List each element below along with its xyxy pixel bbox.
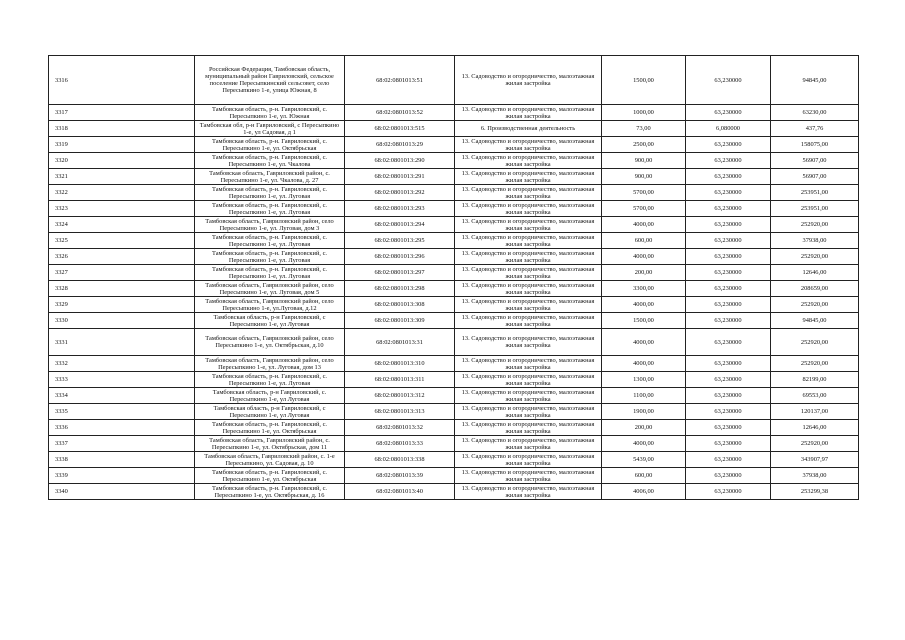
- cadastral-cost-cell: 253951,00: [771, 201, 859, 217]
- address-cell: Российская Федерация, Тамбовская область, муниципальный район Гавриловский, сельское поселение Пересыпкинский сельсовет, село Пересыпкино 1-е, улица Южная, 8: [195, 56, 345, 105]
- area-cell: 4000,00: [602, 297, 686, 313]
- address-cell: Тамбовская область, р-н. Гавриловский, с. Пересыпкино 1-е, ул. Луговая: [195, 185, 345, 201]
- address-cell: Тамбовская область, р-н Гавриловский, с. Пересыпкино 1-е, ул Луговая: [195, 388, 345, 404]
- row-number-cell: 3322: [49, 185, 195, 201]
- area-cell: 4000,00: [602, 356, 686, 372]
- cadastral-cost-cell: 94845,00: [771, 56, 859, 105]
- land-registry-table: [48, 55, 858, 500]
- rate-cell: 63,230000: [686, 153, 771, 169]
- table-row: [49, 372, 859, 388]
- cadastral-number-cell: 68:02:0801013:515: [345, 121, 455, 137]
- land-use-cell: 13. Садоводство и огородничество, малоэтажная жилая застройка: [455, 153, 602, 169]
- cadastral-number-cell: 68:02:0801013:40: [345, 484, 455, 500]
- row-number-cell: 3339: [49, 468, 195, 484]
- table-row: [49, 233, 859, 249]
- land-use-cell: 13. Садоводство и огородничество, малоэтажная жилая застройка: [455, 217, 602, 233]
- table-row: [49, 249, 859, 265]
- row-number-cell: 3332: [49, 356, 195, 372]
- table-row: [49, 281, 859, 297]
- area-cell: 600,00: [602, 468, 686, 484]
- cadastral-number-cell: 68:02:0801013:32: [345, 420, 455, 436]
- cadastral-cost-cell: 120137,00: [771, 404, 859, 420]
- area-cell: 900,00: [602, 169, 686, 185]
- address-cell: Тамбовская область, р-н Гавриловский, с Пересыпкино 1-е, ул Луговая: [195, 404, 345, 420]
- cadastral-cost-cell: 253951,00: [771, 185, 859, 201]
- table-row: [49, 217, 859, 233]
- rate-cell: 63,230000: [686, 436, 771, 452]
- cadastral-number-cell: 68:02:0801013:313: [345, 404, 455, 420]
- address-cell: Тамбовская область, Гавриловский район, с. 1-е Пересыпкино, ул. Садовая, д. 10: [195, 452, 345, 468]
- address-cell: Тамбовская область, р-н. Гавриловский, с. Пересыпкино 1-е, ул. Южная: [195, 105, 345, 121]
- cadastral-cost-cell: 252920,00: [771, 329, 859, 356]
- land-use-cell: 13. Садоводство и огородничество, малоэтажная жилая застройка: [455, 452, 602, 468]
- table-row: [49, 153, 859, 169]
- cadastral-number-cell: 68:02:0801013:338: [345, 452, 455, 468]
- row-number-cell: 3338: [49, 452, 195, 468]
- area-cell: 4000,00: [602, 329, 686, 356]
- address-cell: Тамбовская область, р-н. Гавриловский, с. Пересыпкино 1-е, ул. Октябрьская: [195, 137, 345, 153]
- land-use-cell: 13. Садоводство и огородничество, малоэтажная жилая застройка: [455, 297, 602, 313]
- area-cell: 5439,00: [602, 452, 686, 468]
- area-cell: 1000,00: [602, 105, 686, 121]
- cadastral-cost-cell: 69553,00: [771, 388, 859, 404]
- cadastral-number-cell: 68:02:0801013:293: [345, 201, 455, 217]
- rate-cell: 63,230000: [686, 137, 771, 153]
- area-cell: 1900,00: [602, 404, 686, 420]
- land-use-cell: 13. Садоводство и огородничество, малоэтажная жилая застройка: [455, 185, 602, 201]
- land-use-cell: 13. Садоводство и огородничество, малоэтажная жилая застройка: [455, 313, 602, 329]
- rate-cell: 63,230000: [686, 217, 771, 233]
- cadastral-number-cell: 68:02:0801013:296: [345, 249, 455, 265]
- table-row: [49, 404, 859, 420]
- table-row: [49, 329, 859, 356]
- rate-cell: 63,230000: [686, 329, 771, 356]
- cadastral-cost-cell: 12646,00: [771, 420, 859, 436]
- table-row: [49, 169, 859, 185]
- rate-cell: 63,230000: [686, 404, 771, 420]
- rate-cell: 63,230000: [686, 420, 771, 436]
- address-cell: Тамбовская область, Гавриловский район, село Пересыпкино 1-е, ул. Октябрьская, д.10: [195, 329, 345, 356]
- land-use-cell: 13. Садоводство и огородничество, малоэтажная жилая застройка: [455, 105, 602, 121]
- address-cell: Тамбовская область, р-н. Гавриловский, с. Пересыпкино 1-е, ул. Луговая: [195, 201, 345, 217]
- table-row: [49, 56, 859, 105]
- address-cell: Тамбовская область, р-н. Гавриловский, с. Пересыпкино 1-е, ул. Октябрьская: [195, 468, 345, 484]
- address-cell: Тамбовская область, р-н. Гавриловский, с. Пересыпкино 1-е, ул. Октябрьская: [195, 420, 345, 436]
- cadastral-cost-cell: 94845,00: [771, 313, 859, 329]
- rate-cell: 63,230000: [686, 313, 771, 329]
- area-cell: 1500,00: [602, 313, 686, 329]
- address-cell: Тамбовская область, Гавриловский район, село Пересыпкино 1-е, ул. Луговая, дом 3: [195, 217, 345, 233]
- rate-cell: 63,230000: [686, 452, 771, 468]
- rate-cell: 63,230000: [686, 265, 771, 281]
- table-row: [49, 356, 859, 372]
- area-cell: 200,00: [602, 420, 686, 436]
- land-use-cell: 13. Садоводство и огородничество, малоэтажная жилая застройка: [455, 356, 602, 372]
- cadastral-number-cell: 68:02:0801013:312: [345, 388, 455, 404]
- cadastral-cost-cell: 12646,00: [771, 265, 859, 281]
- cadastral-number-cell: 68:02:0801013:311: [345, 372, 455, 388]
- cadastral-number-cell: 68:02:0801013:291: [345, 169, 455, 185]
- row-number-cell: 3321: [49, 169, 195, 185]
- row-number-cell: 3320: [49, 153, 195, 169]
- rate-cell: 63,230000: [686, 468, 771, 484]
- cadastral-number-cell: 68:02:0801013:298: [345, 281, 455, 297]
- area-cell: 4000,00: [602, 436, 686, 452]
- area-cell: 1500,00: [602, 56, 686, 105]
- land-use-cell: 13. Садоводство и огородничество, малоэтажная жилая застройка: [455, 201, 602, 217]
- land-use-cell: 13. Садоводство и огородничество, малоэтажная жилая застройка: [455, 137, 602, 153]
- cadastral-number-cell: 68:02:0801013:52: [345, 105, 455, 121]
- land-use-cell: 6. Производственная деятельность: [455, 121, 602, 137]
- cadastral-cost-cell: 252920,00: [771, 436, 859, 452]
- row-number-cell: 3323: [49, 201, 195, 217]
- area-cell: 1100,00: [602, 388, 686, 404]
- table-row: [49, 297, 859, 313]
- cadastral-cost-cell: 56907,00: [771, 153, 859, 169]
- land-use-cell: 13. Садоводство и огородничество, малоэтажная жилая застройка: [455, 420, 602, 436]
- area-cell: 3300,00: [602, 281, 686, 297]
- row-number-cell: 3330: [49, 313, 195, 329]
- area-cell: 73,00: [602, 121, 686, 137]
- row-number-cell: 3337: [49, 436, 195, 452]
- land-use-cell: 13. Садоводство и огородничество, малоэтажная жилая застройка: [455, 388, 602, 404]
- rate-cell: 63,230000: [686, 356, 771, 372]
- cadastral-cost-cell: 252920,00: [771, 249, 859, 265]
- cadastral-number-cell: 68:02:0801013:295: [345, 233, 455, 249]
- area-cell: 4000,00: [602, 249, 686, 265]
- cadastral-value-table: [48, 55, 859, 500]
- address-cell: Тамбовская область, Гавриловский район, село Пересыпкино 1-е, ул.Луговая, д.12: [195, 297, 345, 313]
- rate-cell: 63,230000: [686, 201, 771, 217]
- cadastral-number-cell: 68:02:0801013:39: [345, 468, 455, 484]
- area-cell: 900,00: [602, 153, 686, 169]
- cadastral-cost-cell: 252920,00: [771, 356, 859, 372]
- address-cell: Тамбовская область, р-н. Гавриловский, с. Пересыпкино 1-е, ул. Луговая: [195, 233, 345, 249]
- cadastral-number-cell: 68:02:0801013:308: [345, 297, 455, 313]
- cadastral-cost-cell: 158075,00: [771, 137, 859, 153]
- address-cell: Тамбовская область, Гавриловский район, село Пересыпкино 1-е, ул. Луговая, дом 13: [195, 356, 345, 372]
- row-number-cell: 3333: [49, 372, 195, 388]
- row-number-cell: 3334: [49, 388, 195, 404]
- land-use-cell: 13. Садоводство и огородничество, малоэтажная жилая застройка: [455, 265, 602, 281]
- land-use-cell: 13. Садоводство и огородничество, малоэтажная жилая застройка: [455, 169, 602, 185]
- table-row: [49, 452, 859, 468]
- land-use-cell: 13. Садоводство и огородничество, малоэтажная жилая застройка: [455, 372, 602, 388]
- land-use-cell: 13. Садоводство и огородничество, малоэтажная жилая застройка: [455, 56, 602, 105]
- table-row: [49, 121, 859, 137]
- row-number-cell: 3325: [49, 233, 195, 249]
- row-number-cell: 3326: [49, 249, 195, 265]
- rate-cell: 63,230000: [686, 56, 771, 105]
- address-cell: Тамбовская область, р-н. Гавриловский, с. Пересыпкино 1-е, ул. Луговая: [195, 372, 345, 388]
- row-number-cell: 3316: [49, 56, 195, 105]
- cadastral-number-cell: 68:02:0801013:51: [345, 56, 455, 105]
- row-number-cell: 3340: [49, 484, 195, 500]
- area-cell: 2500,00: [602, 137, 686, 153]
- address-cell: Тамбовская область, р-н Гавриловский, с Пересыпкино 1-е, ул Луговая: [195, 313, 345, 329]
- land-use-cell: 13. Садоводство и огородничество, малоэтажная жилая застройка: [455, 404, 602, 420]
- cadastral-number-cell: 68:02:0801013:29: [345, 137, 455, 153]
- row-number-cell: 3317: [49, 105, 195, 121]
- cadastral-cost-cell: 208659,00: [771, 281, 859, 297]
- table-row: [49, 436, 859, 452]
- area-cell: 5700,00: [602, 185, 686, 201]
- area-cell: 1300,00: [602, 372, 686, 388]
- rate-cell: 63,230000: [686, 249, 771, 265]
- rate-cell: 63,230000: [686, 185, 771, 201]
- address-cell: Тамбовская область, Гавриловский район, с. Пересыпкино 1-е, ул. Октябрьская, дом 11: [195, 436, 345, 452]
- cadastral-cost-cell: 252920,00: [771, 217, 859, 233]
- cadastral-number-cell: 68:02:0801013:292: [345, 185, 455, 201]
- row-number-cell: 3331: [49, 329, 195, 356]
- cadastral-number-cell: 68:02:0801013:297: [345, 265, 455, 281]
- rate-cell: 63,230000: [686, 388, 771, 404]
- address-cell: Тамбовская область, Гавриловский район, село Пересыпкино 1-е, ул. Луговая, дом 5: [195, 281, 345, 297]
- table-row: [49, 468, 859, 484]
- address-cell: Тамбовская область, Гавриловский район, с. Пересыпкино 1-е, ул. Чкалова, д. 27: [195, 169, 345, 185]
- land-use-cell: 13. Садоводство и огородничество, малоэтажная жилая застройка: [455, 233, 602, 249]
- rate-cell: 63,230000: [686, 372, 771, 388]
- area-cell: 200,00: [602, 265, 686, 281]
- cadastral-cost-cell: 252920,00: [771, 297, 859, 313]
- land-use-cell: 13. Садоводство и огородничество, малоэтажная жилая застройка: [455, 281, 602, 297]
- cadastral-number-cell: 68:02:0801013:33: [345, 436, 455, 452]
- row-number-cell: 3327: [49, 265, 195, 281]
- cadastral-cost-cell: 253299,38: [771, 484, 859, 500]
- area-cell: 4006,00: [602, 484, 686, 500]
- table-row: [49, 201, 859, 217]
- rate-cell: 63,230000: [686, 105, 771, 121]
- table-row: [49, 265, 859, 281]
- land-use-cell: 13. Садоводство и огородничество, малоэтажная жилая застройка: [455, 484, 602, 500]
- address-cell: Тамбовская область, р-н. Гавриловский, с. Пересыпкино 1-е, ул. Чкалова: [195, 153, 345, 169]
- land-use-cell: 13. Садоводство и огородничество, малоэтажная жилая застройка: [455, 436, 602, 452]
- cadastral-number-cell: 68:02:0801013:31: [345, 329, 455, 356]
- address-cell: Тамбовская область, р-н. Гавриловский, с. Пересыпкино 1-е, ул. Луговая: [195, 249, 345, 265]
- table-body: [49, 56, 859, 500]
- row-number-cell: 3328: [49, 281, 195, 297]
- land-use-cell: 13. Садоводство и огородничество, малоэтажная жилая застройка: [455, 468, 602, 484]
- cadastral-cost-cell: 56907,00: [771, 169, 859, 185]
- rate-cell: 6,080000: [686, 121, 771, 137]
- land-use-cell: 13. Садоводство и огородничество, малоэтажная жилая застройка: [455, 329, 602, 356]
- rate-cell: 63,230000: [686, 233, 771, 249]
- table-row: [49, 137, 859, 153]
- cadastral-cost-cell: 37938,00: [771, 468, 859, 484]
- rate-cell: 63,230000: [686, 169, 771, 185]
- cadastral-cost-cell: 37938,00: [771, 233, 859, 249]
- cadastral-cost-cell: 437,76: [771, 121, 859, 137]
- cadastral-cost-cell: 82199,00: [771, 372, 859, 388]
- table-row: [49, 388, 859, 404]
- table-row: [49, 185, 859, 201]
- cadastral-cost-cell: 343907,97: [771, 452, 859, 468]
- area-cell: 4000,00: [602, 217, 686, 233]
- table-row: [49, 420, 859, 436]
- area-cell: 5700,00: [602, 201, 686, 217]
- table-row: [49, 484, 859, 500]
- row-number-cell: 3336: [49, 420, 195, 436]
- address-cell: Тамбовская обл, р-н Гавриловский, с Пересыпкино 1-е, ул Садовая, д 1: [195, 121, 345, 137]
- rate-cell: 63,230000: [686, 297, 771, 313]
- rate-cell: 63,230000: [686, 281, 771, 297]
- rate-cell: 63,230000: [686, 484, 771, 500]
- land-use-cell: 13. Садоводство и огородничество, малоэтажная жилая застройка: [455, 249, 602, 265]
- cadastral-number-cell: 68:02:0801013:309: [345, 313, 455, 329]
- area-cell: 600,00: [602, 233, 686, 249]
- row-number-cell: 3319: [49, 137, 195, 153]
- table-row: [49, 105, 859, 121]
- cadastral-number-cell: 68:02:0801013:290: [345, 153, 455, 169]
- row-number-cell: 3318: [49, 121, 195, 137]
- row-number-cell: 3335: [49, 404, 195, 420]
- cadastral-cost-cell: 63230,00: [771, 105, 859, 121]
- cadastral-number-cell: 68:02:0801013:310: [345, 356, 455, 372]
- address-cell: Тамбовская область, р-н. Гавриловский, с. Пересыпкино 1-е, ул. Луговая: [195, 265, 345, 281]
- row-number-cell: 3324: [49, 217, 195, 233]
- address-cell: Тамбовская область, р-н. Гавриловский, с. Пересыпкино 1-е, ул. Октябрьская, д. 16: [195, 484, 345, 500]
- row-number-cell: 3329: [49, 297, 195, 313]
- cadastral-number-cell: 68:02:0801013:294: [345, 217, 455, 233]
- table-row: [49, 313, 859, 329]
